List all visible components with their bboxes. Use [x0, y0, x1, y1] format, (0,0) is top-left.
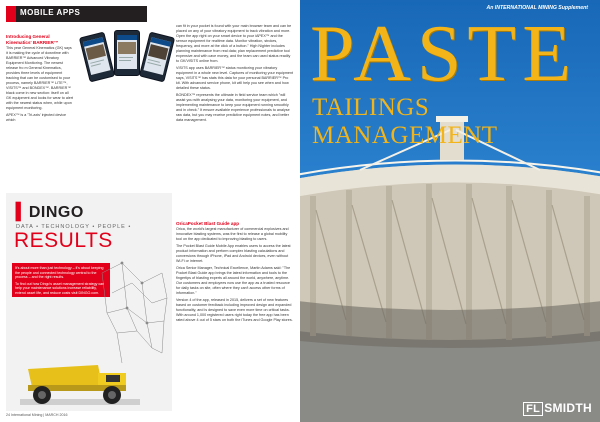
article-heading-gk: Introducing General Kinematics' BARRIER™: [6, 34, 59, 45]
paragraph: Orica Senior Manager, Technical Excellence, Martin Adams said: "The Pocket Blast Guide app brings the latest information and tools to the fingertips of blasting experts all around the world, anywhere, anytime. Our customers and employees now use the app as a trusted resource for daily tasks on site, often where they can't access other forms of information.": [176, 266, 291, 295]
paragraph: can fit in your pocket is found with your main browser team and can be placed on any of your vibratory equipment to track vibration and more. Open the app right on your smart device to your iAPEX™ and the sensor equipment for realtime data. Monitor vibration, strokes, frequency, and more at the click of a button." High Nighter includes planning maintenance from real data; plan replacement predictive tool expensive and with cave money, and the team can used status readily to GK/VISITS online from.: [176, 24, 292, 63]
ad-copy: It's about more than just technology – it's about keeping the people and connected technology central to the process – and the right results.: [15, 266, 104, 280]
article-heading-orica: OricaPocket Blast Guide app: [176, 221, 240, 226]
wireframe-hand-illustration: [92, 253, 172, 373]
paragraph: The Pocket Blast Guide Mobile App enables users to access the latest product information and perform complex blasting calculations and conversions through iPhone, iPad and Android devices, even without Wi-Fi or internet.: [176, 244, 291, 263]
paragraph: APEX™ is a 'Tri-axis' injected device which: [6, 113, 67, 122]
haul-truck-image: [20, 361, 140, 405]
ad-tagline: DATA • TECHNOLOGY • PEOPLE •: [16, 224, 132, 230]
cover-subtitle: TAILINGS MANAGEMENT: [312, 94, 498, 149]
article-column-3: [176, 221, 294, 325]
cover-title: PASTE: [310, 10, 578, 98]
paragraph: Version 4 of the app, released in 2015, delivers a set of new features based on customer feedback including improved design and expanded functionality, and is designed to save even more time on critical tasks. With around 1,000 registered users right today the free app has been rated above 4 out of 5 stars on both the iTunes and Google Play stores.: [176, 298, 293, 322]
page-footer: 24 International Mining | MARCH 2016: [6, 413, 68, 417]
cover-page: [300, 0, 600, 422]
phone-mockup: [139, 32, 175, 83]
phone-mockup: [114, 30, 140, 76]
article-column-2: [176, 24, 294, 125]
dingo-logo: ▍DINGO: [16, 204, 84, 221]
ad-headline: RESULTS: [14, 229, 113, 252]
flsmidth-logo: FL SMIDTH: [523, 401, 592, 416]
section-header: [6, 6, 147, 22]
phones-image: [82, 26, 172, 96]
supplement-label: An INTERNATIONAL MINING Supplement: [486, 5, 588, 11]
paragraph: Orica, the world's largest manufacturer of commercial explosives and innovative blasting systems, was the first to release a global mobility tool on the app dedicated to improving blasting to users.: [176, 227, 289, 241]
article-column-1: [6, 34, 74, 125]
dingo-advertisement: [6, 193, 172, 411]
phone-mockup: [79, 32, 115, 83]
paragraph: BONDEX™ represents the ultimate in field service team which "will assist you with analysing your data, monitoring your equipment, and implementing maintenance to keep your equipment running smoothly and in check." It ensure available experience professionals to analyse raw data, but you may receive predictive equipment notes, and better data management.: [176, 93, 290, 122]
ad-copy: To find out how Dingo's asset management strategy can help your maintenance solutions increase reliability, extend asset life, and reduce costs visit DINGO.com.: [15, 281, 105, 295]
paragraph: VISITS app uses BARRIER™ status monitoring your vibratory equipment in a whole new level. Captures of monitoring your equipment says, VISITS™ has stats this data for your personal BARRIER™ Pro kit. With advanced service phone, kit will help you see when and how detailed these status.: [176, 66, 294, 90]
section-tag: [6, 6, 16, 22]
paragraph: This year General Kinematics (GK) says it is making the cycle of downtime with BARRIER™ Advanced Vibratory Equipment Monitoring. The newest release fro m General Kinematics, provides three levels of equipment tracking that can be customised to your process, namely BARRIER™ LITE™, VISITS™ and BONDEX™. BARRIER™ black come in new section: itself on all GK equipment and looks for wear to alert with the newest status when, while upon equipment monitoring.: [6, 46, 74, 110]
section-label: MOBILE APPS: [20, 8, 81, 17]
